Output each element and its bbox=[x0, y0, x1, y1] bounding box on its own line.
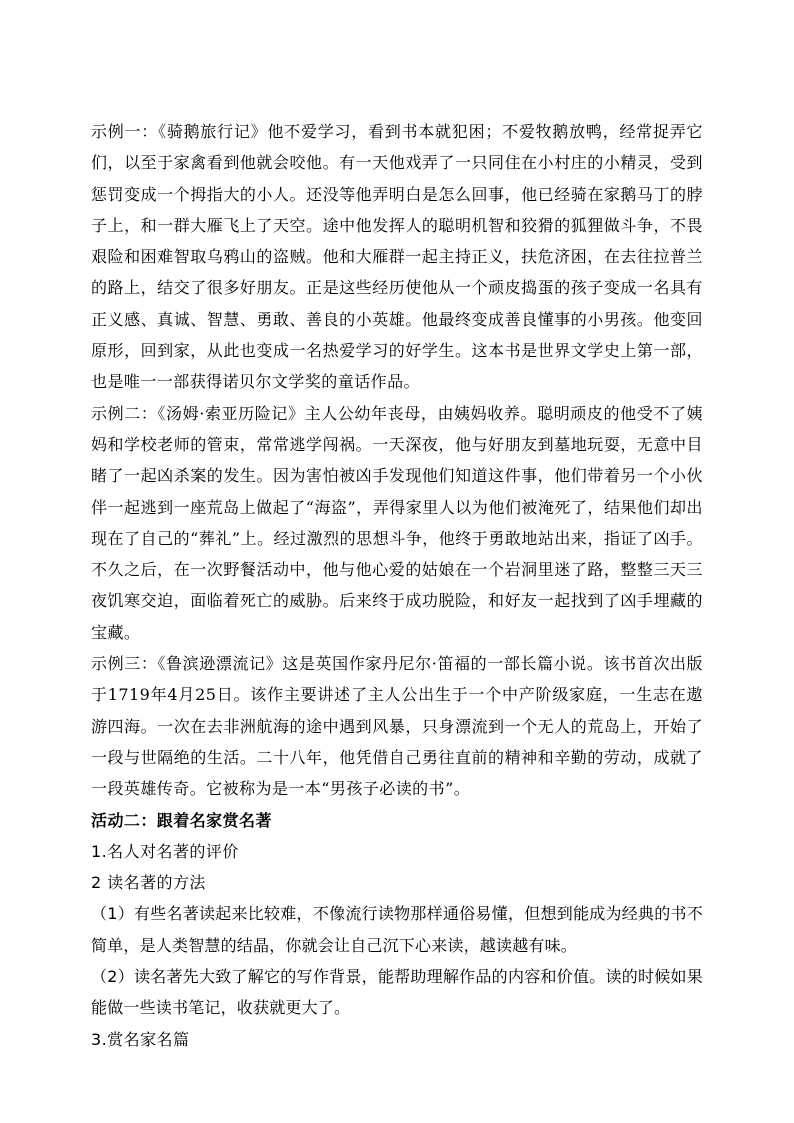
section-item-3: 3.赏名家名篇 bbox=[91, 1029, 190, 1049]
example-2-label: 示例二： bbox=[91, 403, 158, 423]
example-1-label: 示例一： bbox=[91, 122, 159, 141]
example-3-paragraph bbox=[91, 648, 703, 804]
example-1-text: 《骑鹅旅行记》他不爱学习，看到书本就犯困；不爱牧鹅放鸭，经常捉弄它们，以至于家禽看到他就会咬他。有一天他戏弄了一只同住在小村庄的小精灵，受到惩罚变成一个拇指大的小人。还没等他弄明白是怎么回事，他已经骑在家鹅马丁的脖子上，和一群大雁飞上了天空。途中他发挥人的聪明机智和狡猾的狐狸做斗争，不畏艰险和困难智取乌鸦山的盗贼。他和大雁群一起主持正义，扶危济困，在去往拉普兰的路上，结交了很多好朋友。正是这些经历使他从一个顽皮捣蛋的孩子变成一名具有正义感、真诚、智慧、勇敢、善良的小英雄。他最终变成善良懂事的小男孩。他变回原形，回到家，从此也变成一名热爱学习的好学生。这本书是世界文学史上第一部，也是唯一一部获得诺贝尔文学奖的童话作品。 bbox=[91, 122, 703, 392]
reading-method-1: （1）有些名著读起来比较难，不像流行读物那样通俗易懂，但想到能成为经典的书不简单，是人类智慧的结晶，你就会让自己沉下心来读，越读越有味。 bbox=[91, 904, 703, 955]
example-3-text: 《鲁滨逊漂流记》这是英国作家丹尼尔·笛福的一部长篇小说。该书首次出版于1719年4月25日。该作主要讲述了主人公出生于一个中产阶级家庭，一生志在遨游四海。一次在去非洲航海的途中遇到风暴，只身漂流到一个无人的荒岛上，开始了一段与世隔绝的生活。二十八年，他凭借自己勇往直前的精神和辛勤的劳动，成就了一段英雄传奇。它被称为是一本“男孩子必读的书”。 bbox=[91, 654, 703, 799]
section-item-1: 1.名人对名著的评价 bbox=[91, 841, 239, 861]
example-1-paragraph bbox=[91, 116, 703, 398]
example-2-text: 《汤姆·索亚历险记》主人公幼年丧母，由姨妈收养。聪明顽皮的他受不了姨妈和学校老师的管束，常常逃学闯祸。一天深夜，他与好朋友到墓地玩耍，无意中目睹了一起凶杀案的发生。因为害怕被凶手发现他们知道这件事，他们带着另一个小伙伴一起逃到一座荒岛上做起了“海盗”，弄得家里人以为他们被淹死了，结果他们却出现在了自己的“葬礼”上。经过激烈的思想斗争，他终于勇敢地站出来，指证了凶手。不久之后，在一次野餐活动中，他与他心爱的姑娘在一个岩洞里迷了路，整整三天三夜饥寒交迫，面临着死亡的威胁。后来终于成功脱险，和好友一起找到了凶手埋藏的宝藏。 bbox=[91, 403, 703, 642]
section-item-2: 2 读名著的方法 bbox=[91, 873, 206, 893]
activity-two-heading: 活动二：跟着名家赏名著 bbox=[91, 810, 272, 830]
reading-method-2: （2）读名著先大致了解它的写作背景，能帮助理解作品的内容和价值。读的时候如果能做一些读书笔记，收获就更大了。 bbox=[91, 967, 703, 1018]
example-2-paragraph bbox=[91, 398, 703, 648]
example-3-label: 示例三： bbox=[91, 654, 158, 674]
document-page bbox=[91, 116, 703, 1055]
